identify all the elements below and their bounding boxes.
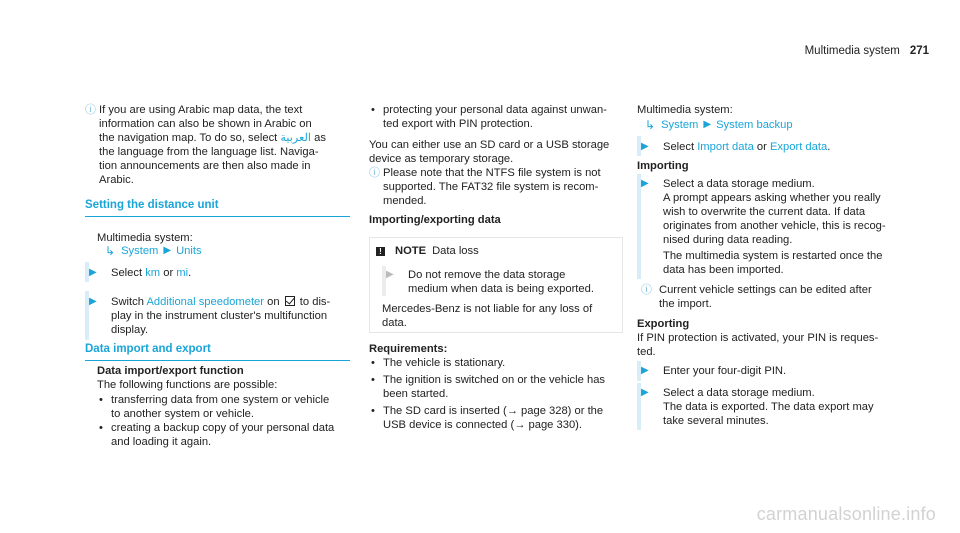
note-disclaimer: Mercedes-Benz is not liable for any loss of data. — [382, 303, 593, 329]
info-icon: ⓘ — [85, 104, 96, 116]
option-mi: mi — [176, 267, 189, 279]
bullet-icon: • — [371, 104, 375, 116]
option-additional-speedometer: Additional speedometer — [146, 296, 264, 308]
list-item: • creating a backup copy of your personal data and loading it again. — [99, 422, 335, 448]
path-item-system: System — [661, 119, 699, 131]
heading-exporting: Exporting — [637, 318, 690, 330]
path-item-system-backup: System backup — [716, 119, 793, 131]
path-item-units: Units — [176, 245, 202, 257]
system-label: Multimedia system: — [97, 232, 193, 244]
text-line: play in the instrument cluster's multifunction — [111, 310, 328, 322]
step-arrow-icon: ▶ — [386, 269, 394, 280]
step-additional-speedometer: ▶ Switch Additional speedometer on to dis- play in the instrument cluster's multifunction display. — [85, 291, 350, 340]
step-select-unit: ▶ Select km or mi. — [85, 262, 350, 282]
text-line: If you are using Arabic map data, the text — [99, 104, 303, 116]
menu-path — [637, 118, 793, 132]
system-label: Multimedia system: — [637, 104, 733, 116]
text-line: tion announcements are then also made in — [99, 160, 311, 172]
watermark: carmanualsonline.info — [756, 504, 936, 524]
step-arrow-icon: ▶ — [89, 267, 97, 278]
function-list — [97, 393, 352, 449]
option-export-data: Export data — [769, 141, 828, 153]
step-arrow-icon: ▶ — [89, 296, 97, 307]
menu-path — [97, 244, 202, 258]
bullet-icon: • — [371, 357, 375, 369]
list-item: • The SD card is inserted (→ page 328) or the USB device is connected (→ page 330). — [371, 405, 604, 431]
bullet-icon: • — [371, 405, 375, 417]
exporting-paragraph: If PIN protection is activated, your PIN is reques- ted. — [637, 332, 879, 358]
bullet-icon: • — [99, 394, 103, 406]
text-line: information can also be shown in Arabic on — [99, 118, 312, 130]
page-header — [805, 44, 929, 58]
intro-text: The following functions are possible: — [97, 379, 278, 391]
checkbox-checked-icon — [285, 296, 295, 306]
step-select-import-export: ▶ Select Import data or Export data. — [637, 136, 907, 156]
path-arrow-icon: ↳ — [645, 118, 656, 132]
path-separator-icon: ▶ — [703, 119, 712, 130]
step-arrow-icon: ▶ — [641, 141, 649, 152]
list-item: • The ignition is switched on or the vehicle has been started. — [371, 374, 606, 400]
step-arrow-icon: ▶ — [641, 387, 649, 398]
path-separator-icon: ▶ — [163, 245, 172, 256]
section-title-data-import-export: Data import and export — [85, 342, 350, 361]
note-title: Data loss — [432, 245, 479, 257]
import-hint: ⓘ Current vehicle settings can be edited after the import. — [637, 283, 907, 311]
header-section-title: Multimedia system — [804, 45, 900, 57]
info-icon: ⓘ — [641, 284, 652, 296]
ntfs-hint: ⓘ Please note that the NTFS file system is not supported. The FAT32 file system is recom- mended. — [369, 167, 601, 207]
option-km: km — [145, 267, 161, 279]
requirements-list — [369, 356, 624, 432]
step-importing: ▶ Select a data storage medium. A prompt appears asking whether you really wish to overwrite the current data. If data originates from another vehicle, this is recog- nised during data reading. The multimedia system is restarted once the data has been imported. — [637, 174, 907, 279]
text-line: Arabic. — [99, 174, 134, 186]
arabic-hint — [85, 103, 350, 187]
note-header — [370, 238, 622, 264]
bullet-icon: • — [371, 374, 375, 386]
list-item: • The vehicle is stationary. — [371, 357, 506, 369]
step-enter-pin: ▶ Enter your four-digit PIN. — [637, 361, 907, 381]
heading-importing: Importing — [637, 160, 689, 172]
info-icon: ⓘ — [369, 167, 380, 179]
path-item-system: System — [121, 245, 159, 257]
section-title-distance-unit: Setting the distance unit — [85, 198, 350, 217]
page-number: 271 — [909, 45, 929, 57]
warning-square-icon: ! — [376, 247, 385, 256]
list-item: • protecting your personal data against unwan- ted export with PIN protection. — [371, 104, 607, 130]
bullet-icon: • — [99, 422, 103, 434]
step-arrow-icon: ▶ — [641, 178, 649, 189]
storage-paragraph: You can either use an SD card or a USB storage device as temporary storage. — [369, 139, 610, 165]
subheading-import-export-function: Data import/export function — [97, 365, 244, 377]
list-item: • transferring data from one system or vehicle to another system or vehicle. — [99, 394, 330, 420]
step-arrow-icon: ▶ — [641, 365, 649, 376]
text-line: the navigation map. To do so, select العربية as — [99, 132, 326, 144]
heading-importing-exporting: Importing/exporting data — [369, 214, 501, 226]
arabic-language-option: العربية — [280, 132, 311, 144]
option-import-data: Import data — [697, 141, 754, 153]
heading-requirements: Requirements: — [369, 343, 448, 355]
text-line: display. — [111, 324, 149, 336]
note-step: ▶ Do not remove the data storage medium when data is being exported. — [382, 266, 612, 296]
path-arrow-icon: ↳ — [105, 244, 116, 258]
text-line: the language from the language list. Naviga- — [99, 146, 319, 158]
note-box — [369, 237, 623, 333]
note-label: NOTE — [395, 245, 427, 257]
step-export-medium: ▶ Select a data storage medium. The data is exported. The data export may take several minutes. — [637, 383, 907, 430]
